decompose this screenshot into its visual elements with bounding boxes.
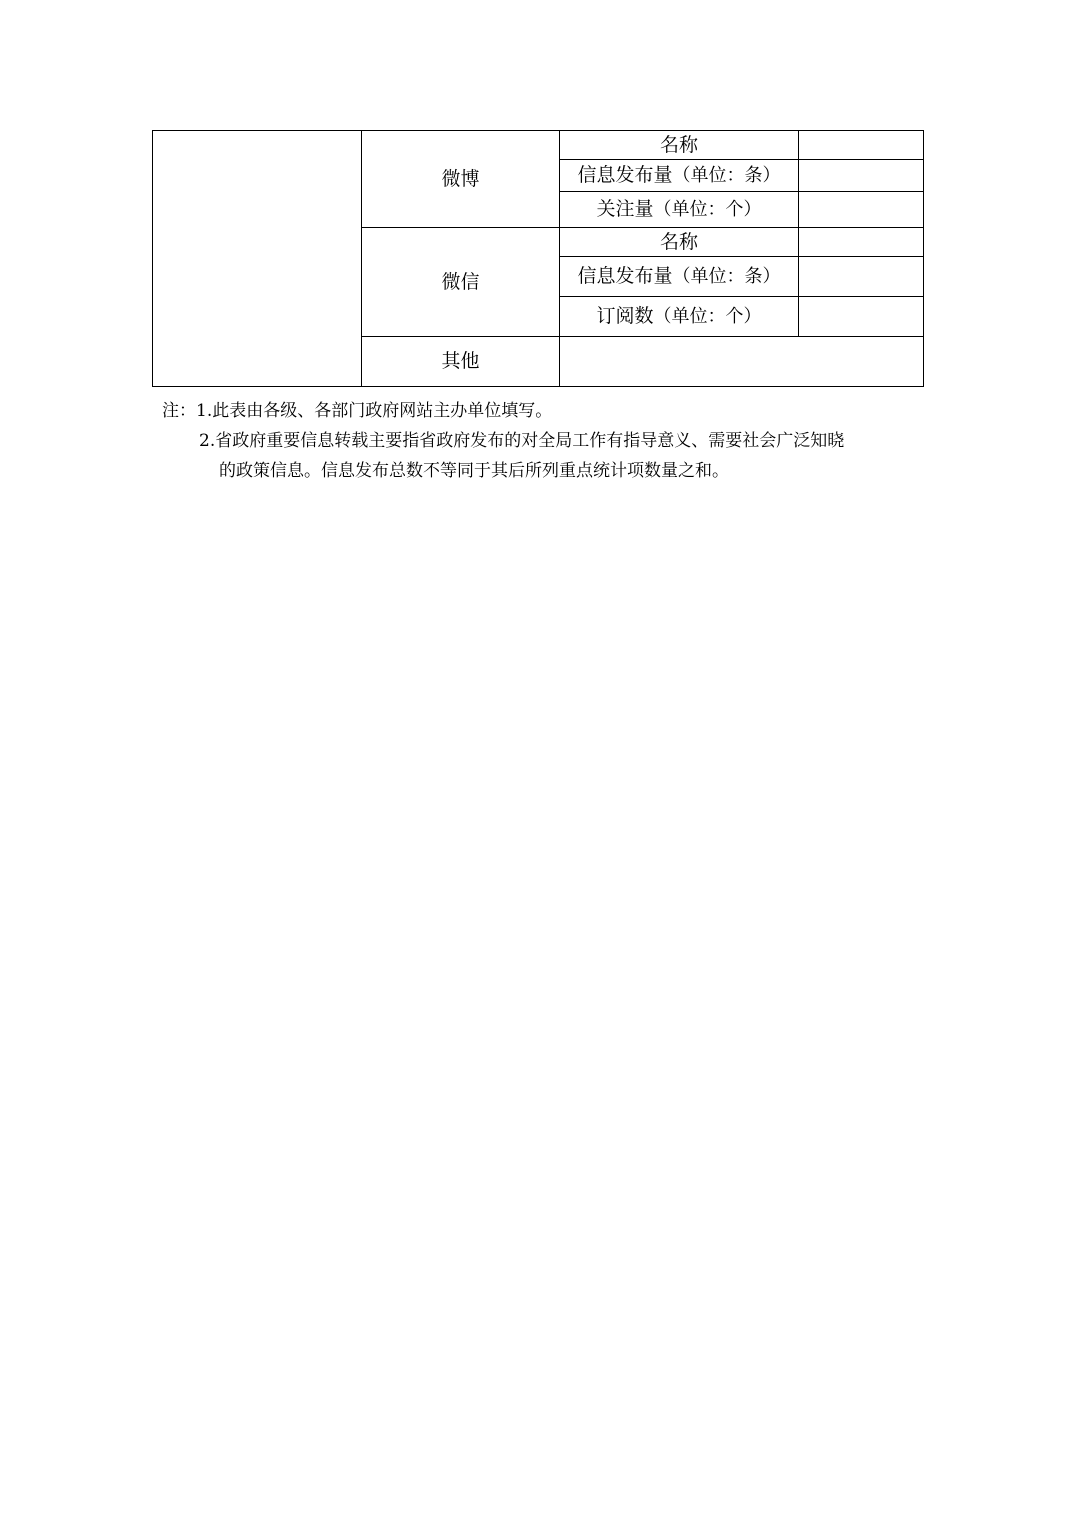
note-line-1: 注：1.此表由各级、各部门政府网站主办单位填写。 [162,401,553,421]
weibo-followers-label: 关注量（单位：个） [560,192,799,228]
note-line-3: 的政策信息。信息发布总数不等同于其后所列重点统计项数量之和。 [219,461,729,481]
wechat-subscribers-label: 订阅数（单位：个） [560,297,799,337]
category-cell-empty [153,131,362,387]
weibo-posts-value[interactable] [799,160,924,192]
wechat-name-label: 名称 [560,228,799,257]
wechat-name-value[interactable] [799,228,924,257]
platform-stats-table [152,130,924,387]
note-line-2: 2.省政府重要信息转载主要指省政府发布的对全局工作有指导意义、需要社会广泛知晓 [199,431,845,451]
weibo-posts-label: 信息发布量（单位：条） [560,160,799,192]
weibo-followers-value[interactable] [799,192,924,228]
weibo-label: 微博 [362,131,560,228]
other-value[interactable] [560,337,924,387]
other-label: 其他 [362,337,560,387]
wechat-posts-value[interactable] [799,257,924,297]
wechat-posts-label: 信息发布量（单位：条） [560,257,799,297]
wechat-label: 微信 [362,228,560,337]
table-notes [162,396,922,486]
weibo-name-label: 名称 [560,131,799,160]
weibo-name-value[interactable] [799,131,924,160]
wechat-subscribers-value[interactable] [799,297,924,337]
